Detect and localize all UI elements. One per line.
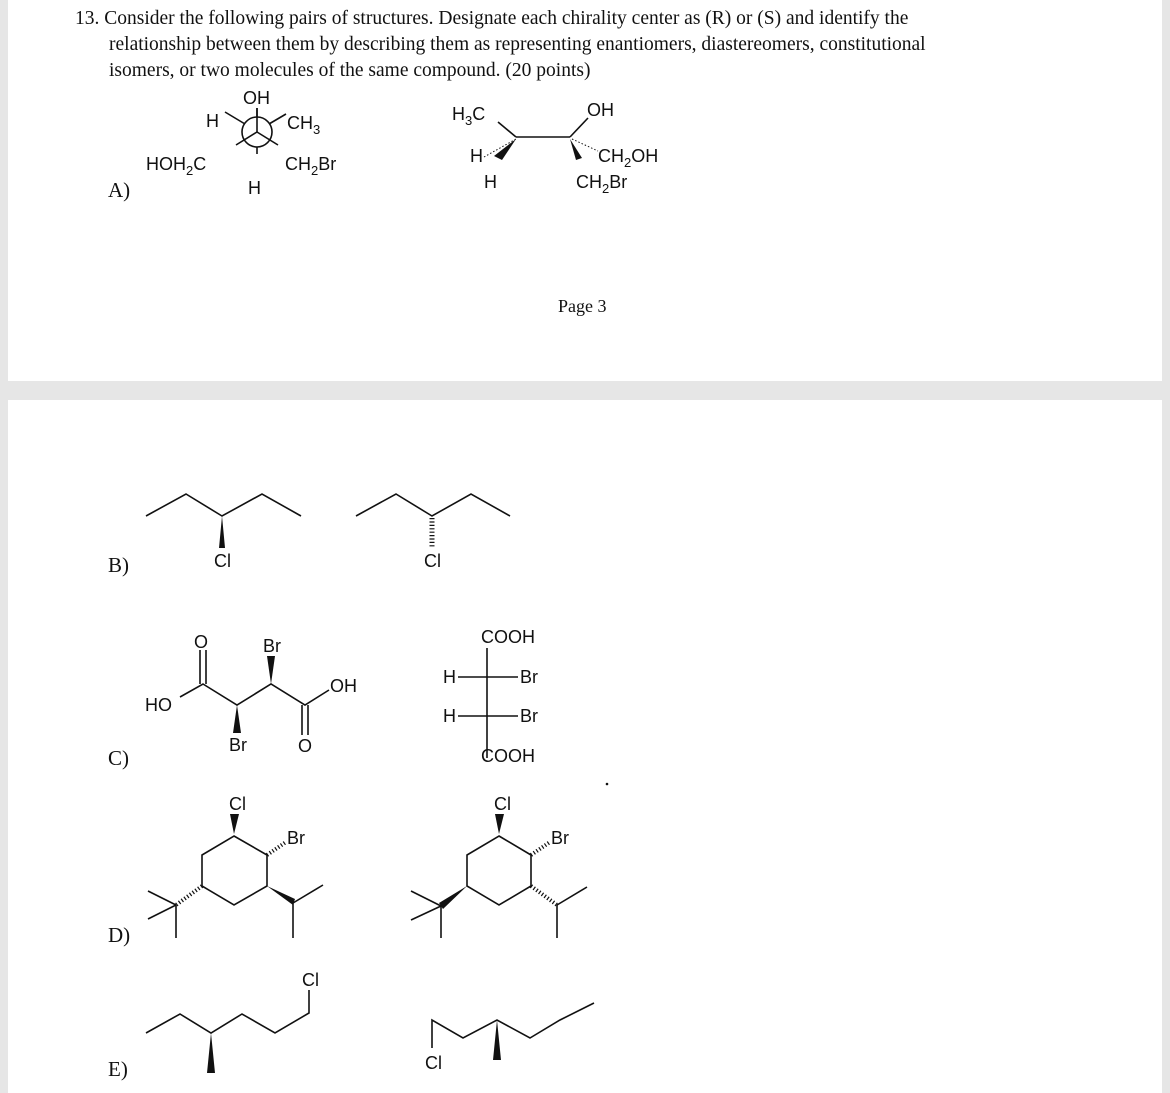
structure-d-left bbox=[148, 794, 323, 938]
d-right-br: Br bbox=[551, 828, 569, 848]
d-left-br: Br bbox=[287, 828, 305, 848]
part-c-label: C) bbox=[108, 746, 129, 770]
structure-c-left bbox=[145, 632, 357, 756]
a-newman-ch3: CH bbox=[287, 113, 313, 133]
c-ho: HO bbox=[145, 695, 172, 715]
wedge-structure-a bbox=[452, 100, 658, 196]
c-h-upper: H bbox=[443, 667, 456, 687]
e-right-cl: Cl bbox=[425, 1053, 442, 1073]
a-newman-ch2br: CH bbox=[285, 154, 311, 174]
svg-text:H3C: $H_3C$ bbox=[452, 104, 486, 128]
a-ch2br: CH bbox=[576, 172, 602, 192]
d-right-cl: Cl bbox=[494, 794, 511, 814]
structure-c-fischer bbox=[443, 627, 538, 766]
c-cooh-bottom: COOH bbox=[481, 746, 535, 766]
c-br-bottom: Br bbox=[229, 735, 247, 755]
part-e-label: E) bbox=[108, 1057, 128, 1081]
a-h-hash: H bbox=[470, 146, 483, 166]
svg-text:CH2OH: $CH_2OH$ bbox=[598, 146, 659, 170]
part-d-label: D) bbox=[108, 923, 131, 947]
c-cooh-top: COOH bbox=[481, 627, 535, 647]
structure-b-right bbox=[356, 494, 510, 571]
a-h3c: H bbox=[452, 104, 465, 124]
a-newman-h-top: H bbox=[206, 111, 219, 131]
c-br-upper: Br bbox=[520, 667, 538, 687]
svg-text:CH3: $CH_3$ bbox=[287, 113, 321, 137]
structure-d-right bbox=[411, 794, 587, 938]
page-number: Page 3 bbox=[558, 296, 607, 316]
svg-text:CH2Br: $CH_2Br$ bbox=[576, 172, 628, 196]
c-br-lower: Br bbox=[520, 706, 538, 726]
part-b-label: B) bbox=[108, 553, 129, 577]
e-left-cl: Cl bbox=[302, 970, 319, 990]
a-ch2oh: CH bbox=[598, 146, 624, 166]
question-line-3: isomers, or two molecules of the same compound. (20 points) bbox=[109, 60, 591, 81]
part-a-label: A) bbox=[108, 178, 131, 202]
c-br-top: Br bbox=[263, 636, 281, 656]
a-oh-right: OH bbox=[587, 100, 614, 120]
c-o-bottom: O bbox=[298, 736, 313, 756]
d-left-cl: Cl bbox=[229, 794, 246, 814]
c-oh: OH bbox=[330, 676, 357, 696]
svg-text:CH2Br: $CH_2Br$ bbox=[285, 154, 337, 178]
a-newman-hoh2c: HOH bbox=[146, 154, 186, 174]
svg-text:HOH2C: $HOH_2C$ bbox=[146, 154, 207, 178]
b-left-cl: Cl bbox=[214, 551, 231, 571]
a-newman-h-bottom: H bbox=[248, 178, 261, 198]
structure-e-left bbox=[146, 970, 319, 1073]
question-line-2: relationship between them by describing them as representing enantiomers, diastereomers, constitutional bbox=[109, 34, 926, 55]
a-newman-oh: OH bbox=[243, 88, 270, 108]
c-h-lower: H bbox=[443, 706, 456, 726]
question-line-1: 13. Consider the following pairs of structures. Designate each chirality center as (R) or (S) and identify the bbox=[75, 8, 909, 29]
structure-b-left bbox=[146, 494, 301, 571]
b-right-cl: Cl bbox=[424, 551, 441, 571]
a-h-bottom: H bbox=[484, 172, 497, 192]
c-o-top: O bbox=[194, 632, 209, 652]
structure-e-right bbox=[425, 1003, 594, 1073]
newman-projection-a bbox=[146, 88, 336, 198]
